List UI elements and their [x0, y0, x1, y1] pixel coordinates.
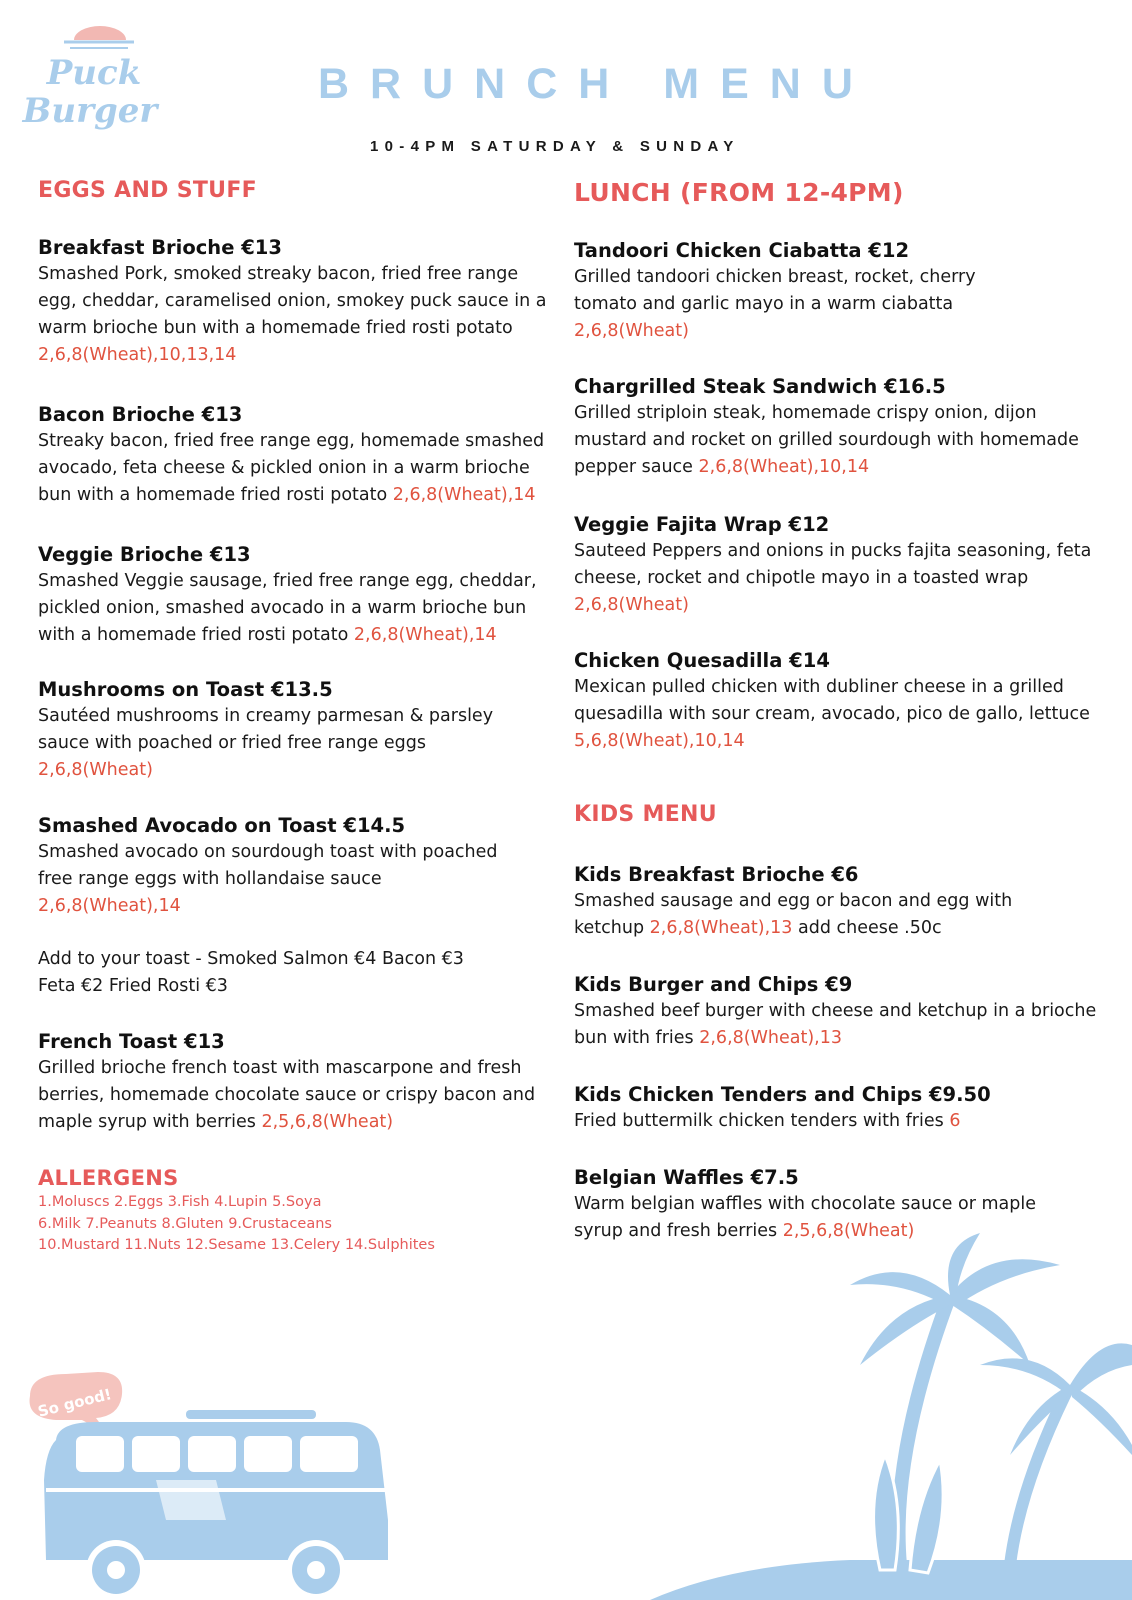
allergen-codes: 2,6,8(Wheat),13	[649, 918, 793, 938]
item-desc: Fried buttermilk chicken tenders with fries	[574, 1111, 944, 1131]
item-desc: Smashed Pork, smoked streaky bacon, fried free range egg, cheddar, caramelised onion, smokey puck sauce in a warm brioche bun with a homemade fried rosti potato	[38, 264, 547, 338]
item-desc: Mexican pulled chicken with dubliner cheese in a grilled quesadilla with sour cream, avocado, pico de gallo, lettuce	[574, 677, 1090, 724]
allergen-codes: 5,6,8(Wheat),10,14	[574, 731, 745, 751]
menu-item-belgian-waffles	[574, 1164, 1114, 1245]
addon-line-1: Add to your toast - Smoked Salmon €4 Bacon €3	[38, 949, 464, 969]
item-desc: Sauteed Peppers and onions in pucks fajita seasoning, feta cheese, rocket and chipotle mayo in a toasted wrap	[574, 541, 1092, 588]
allergen-codes: 2,6,8(Wheat)	[574, 321, 689, 341]
item-name: Tandoori Chicken Ciabatta €12	[574, 239, 910, 262]
menu-item-smashed-avocado	[38, 812, 558, 920]
item-name: Kids Chicken Tenders and Chips €9.50	[574, 1083, 991, 1106]
menu-item-kids-chicken-tenders	[574, 1081, 1114, 1135]
item-name: Kids Breakfast Brioche €6	[574, 863, 859, 886]
puck-burger-logo	[22, 22, 158, 142]
item-name: Veggie Brioche €13	[38, 543, 251, 566]
allergen-legend	[38, 1192, 558, 1257]
van-illustration	[16, 1370, 436, 1600]
allergen-codes: 2,6,8(Wheat)	[38, 760, 153, 780]
menu-item-chicken-quesadilla	[574, 647, 1114, 755]
item-suffix: add cheese .50c	[797, 918, 942, 938]
item-name: Mushrooms on Toast €13.5	[38, 678, 333, 701]
item-name: Veggie Fajita Wrap €12	[574, 513, 830, 536]
item-desc: Warm belgian waffles with chocolate sauce or maple syrup and fresh berries	[574, 1194, 1036, 1241]
palm-trees-illustration	[650, 1235, 1132, 1600]
toast-addons	[38, 946, 558, 1000]
right-column	[574, 178, 1114, 1245]
menu-item-tandoori-ciabatta	[574, 237, 1114, 345]
menu-item-kids-breakfast-brioche	[574, 861, 1114, 942]
item-desc: Streaky bacon, fried free range egg, homemade smashed avocado, feta cheese & pickled onion in a warm brioche bun with a homemade fried rosti potato	[38, 431, 545, 505]
allergen-codes: 2,6,8(Wheat),14	[392, 485, 536, 505]
item-name: Kids Burger and Chips €9	[574, 973, 853, 996]
allergen-codes: 2,6,8(Wheat),10,14	[698, 457, 870, 477]
menu-item-french-toast	[38, 1028, 558, 1136]
item-desc: Smashed sausage and egg or bacon and egg with ketchup	[574, 891, 1013, 938]
menu-item-veggie-brioche	[38, 541, 558, 649]
page-title: BRUNCH MENU	[318, 60, 874, 108]
allergen-line-2: 6.Milk 7.Peanuts 8.Gluten 9.Crustaceans	[38, 1215, 332, 1232]
allergen-codes: 2,6,8(Wheat),14	[38, 896, 181, 916]
item-name: Smashed Avocado on Toast €14.5	[38, 814, 406, 837]
allergen-codes: 2,6,8(Wheat),13	[699, 1028, 842, 1048]
item-desc: Smashed avocado on sourdough toast with poached free range eggs with hollandaise sauce	[38, 842, 498, 889]
addon-line-2: Feta €2 Fried Rosti €3	[38, 976, 228, 996]
item-desc: Sautéed mushrooms in creamy parmesan & parsley sauce with poached or fried free range eggs	[38, 706, 494, 753]
item-desc: Grilled striploin steak, homemade crispy onion, dijon mustard and rocket on grilled sourdough with homemade pepper sauce	[574, 403, 1079, 477]
eggs-section-title: EGGS AND STUFF	[38, 178, 257, 203]
item-name: Belgian Waffles €7.5	[574, 1166, 799, 1189]
item-name: Bacon Brioche €13	[38, 403, 243, 426]
logo-line2: Burger	[22, 91, 158, 131]
item-desc: Grilled tandoori chicken breast, rocket, cherry tomato and garlic mayo in a warm ciabatta	[574, 267, 976, 314]
item-name: Breakfast Brioche €13	[38, 236, 282, 259]
item-desc: Smashed beef burger with cheese and ketchup in a brioche bun with fries	[574, 1001, 1097, 1048]
opening-hours: 10-4PM SATURDAY & SUNDAY	[370, 138, 740, 155]
item-name: French Toast €13	[38, 1030, 225, 1053]
logo-line1: Puck	[46, 53, 142, 93]
menu-item-kids-burger	[574, 971, 1114, 1052]
lunch-section-title: LUNCH (FROM 12-4PM)	[574, 178, 904, 207]
menu-item-mushrooms-on-toast	[38, 676, 558, 784]
allergen-codes: 6	[949, 1111, 961, 1131]
item-desc: Smashed Veggie sausage, fried free range egg, cheddar, pickled onion, smashed avocado in a warm brioche bun with a homemade fried rosti potato	[38, 571, 537, 645]
menu-item-veggie-fajita-wrap	[574, 511, 1114, 619]
item-name: Chargrilled Steak Sandwich €16.5	[574, 375, 946, 398]
item-name: Chicken Quesadilla €14	[574, 649, 830, 672]
menu-item-bacon-brioche	[38, 401, 558, 509]
left-column	[38, 178, 558, 1257]
allergen-codes: 2,6,8(Wheat),10,13,14	[38, 345, 237, 365]
allergen-codes: 2,5,6,8(Wheat)	[782, 1221, 915, 1241]
allergens-title: ALLERGENS	[38, 1166, 179, 1190]
menu-item-breakfast-brioche	[38, 234, 558, 369]
allergen-codes: 2,5,6,8(Wheat)	[261, 1112, 394, 1132]
allergen-codes: 2,6,8(Wheat),14	[353, 625, 497, 645]
item-desc: Grilled brioche french toast with mascarpone and fresh berries, homemade chocolate sauce or crispy bacon and maple syrup with berries	[38, 1058, 536, 1132]
speech-bubble-text: So good!	[36, 1385, 114, 1421]
kids-section-title: KIDS MENU	[574, 802, 717, 827]
menu-item-steak-sandwich	[574, 373, 1114, 481]
allergen-line-1: 1.Moluscs 2.Eggs 3.Fish 4.Lupin 5.Soya	[38, 1194, 322, 1210]
allergen-line-3: 10.Mustard 11.Nuts 12.Sesame 13.Celery 14.Sulphites	[38, 1237, 435, 1253]
allergen-codes: 2,6,8(Wheat)	[574, 595, 689, 615]
